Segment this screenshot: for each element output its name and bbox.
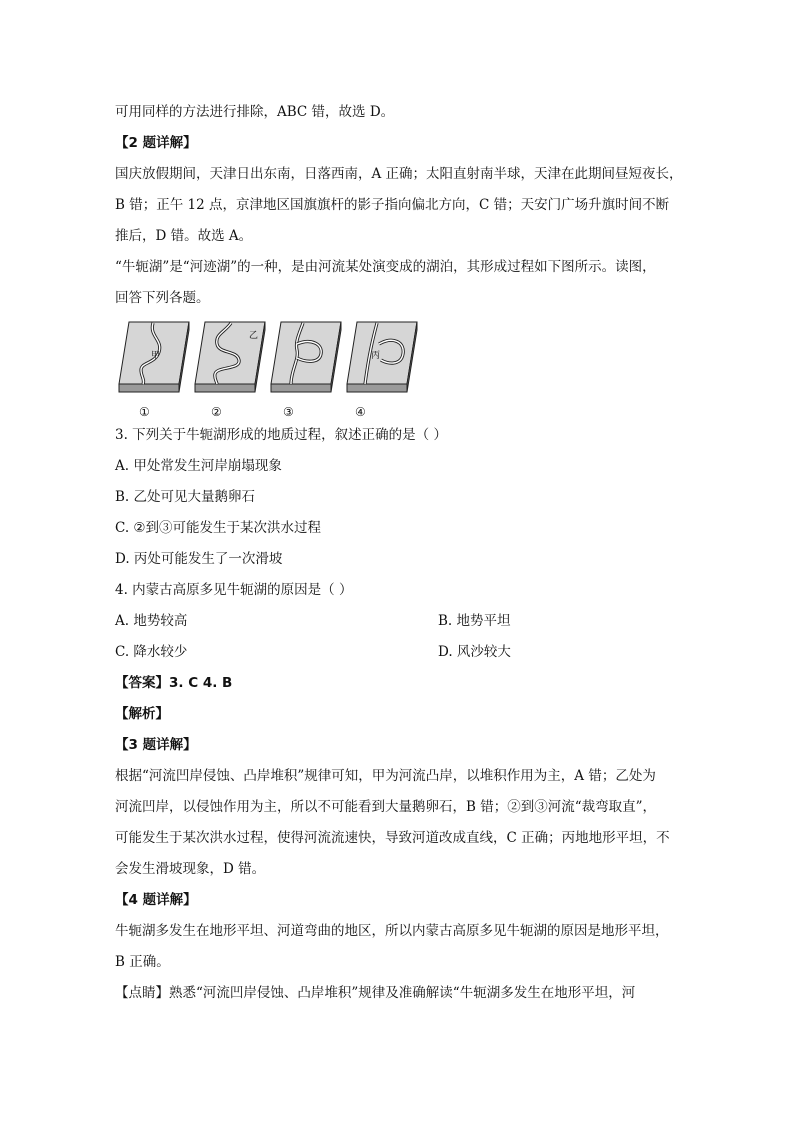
q3-explanation-line2: 河流凹岸，以侵蚀作用为主，所以不可能看到大量鹅卵石，B 错；②到③河流“裁弯取直”， (115, 799, 657, 815)
block-number-2: ② (211, 405, 222, 419)
q2-explanation-line2: B 错；正午 12 点，京津地区国旗旗杆的影子指向偏北方向，C 错；天安门广场升旗时间不断 (115, 197, 670, 213)
q3-explanation-line3: 可能发生于某次洪水过程，使得河流流速快，导致河道改成直线，C 正确；丙地地形平坦，不 (115, 830, 670, 846)
block-number-1: ① (139, 405, 150, 419)
block-number-3: ③ (283, 405, 294, 419)
q4-explanation-line1: 牛轭湖多发生在地形平坦、河道弯曲的地区，所以内蒙古高原多见牛轭湖的原因是地形平坦， (115, 923, 669, 939)
q4-explanation-line2: B 正确。 (115, 954, 170, 970)
line-prev-answer: 可用同样的方法进行排除，ABC 错，故选 D。 (115, 104, 395, 120)
q3-explanation-line4: 会发生滑坡现象，D 错。 (115, 861, 266, 877)
q2-explanation-line1: 国庆放假期间，天津日出东南，日落西南，A 正确；太阳直射南半球，天津在此期间昼短夜长， (115, 166, 683, 182)
heading-q4-detail: 【4 题详解】 (115, 892, 197, 908)
q2-explanation-line3: 推后，D 错。故选 A。 (115, 228, 253, 244)
question-4-stem: 4. 内蒙古高原多见牛轭湖的原因是（ ） (115, 582, 353, 598)
question-3-option-c: C. ②到③可能发生于某次洪水过程 (115, 520, 322, 536)
question-3-option-b: B. 乙处可见大量鹅卵石 (115, 489, 256, 505)
intro-line1: “牛轭湖”是“河迹湖”的一种，是由河流某处演变成的湖泊，其形成过程如下图所示。读图， (115, 259, 656, 275)
question-4-option-c: C. 降水较少 (115, 644, 188, 660)
diagram-block-3 (271, 322, 341, 392)
key-point-line: 【点睛】熟悉“河流凹岸侵蚀、凸岸堆积”规律及准确解读“牛轭湖多发生在地形平坦，河 (115, 985, 636, 1001)
block-number-4: ④ (355, 405, 366, 419)
label-yi: 乙 (249, 331, 259, 341)
question-3-option-d: D. 丙处可能发生了一次滑坡 (115, 551, 283, 567)
analysis-heading: 【解析】 (115, 706, 169, 722)
label-jia: 甲 (151, 351, 161, 361)
question-4-option-a: A. 地势较高 (115, 613, 188, 629)
heading-q2-detail: 【2 题详解】 (115, 135, 197, 151)
diagram-block-4 (347, 322, 417, 392)
heading-q3-detail: 【3 题详解】 (115, 737, 197, 753)
oxbow-lake-diagram (113, 314, 423, 420)
q3-explanation-line1: 根据“河流凹岸侵蚀、凸岸堆积”规律可知，甲为河流凸岸，以堆积作用为主，A 错；乙处为 (115, 768, 656, 784)
question-3-option-a: A. 甲处常发生河岸崩塌现象 (115, 458, 282, 474)
answer-line: 【答案】3. C 4. B (115, 675, 233, 691)
intro-line2: 回答下列各题。 (115, 290, 210, 306)
question-3-stem: 3. 下列关于牛轭湖形成的地质过程，叙述正确的是（ ） (115, 427, 447, 443)
question-4-option-b: B. 地势平坦 (438, 613, 511, 629)
label-bing: 丙 (371, 351, 381, 361)
question-4-option-d: D. 风沙较大 (438, 644, 511, 660)
